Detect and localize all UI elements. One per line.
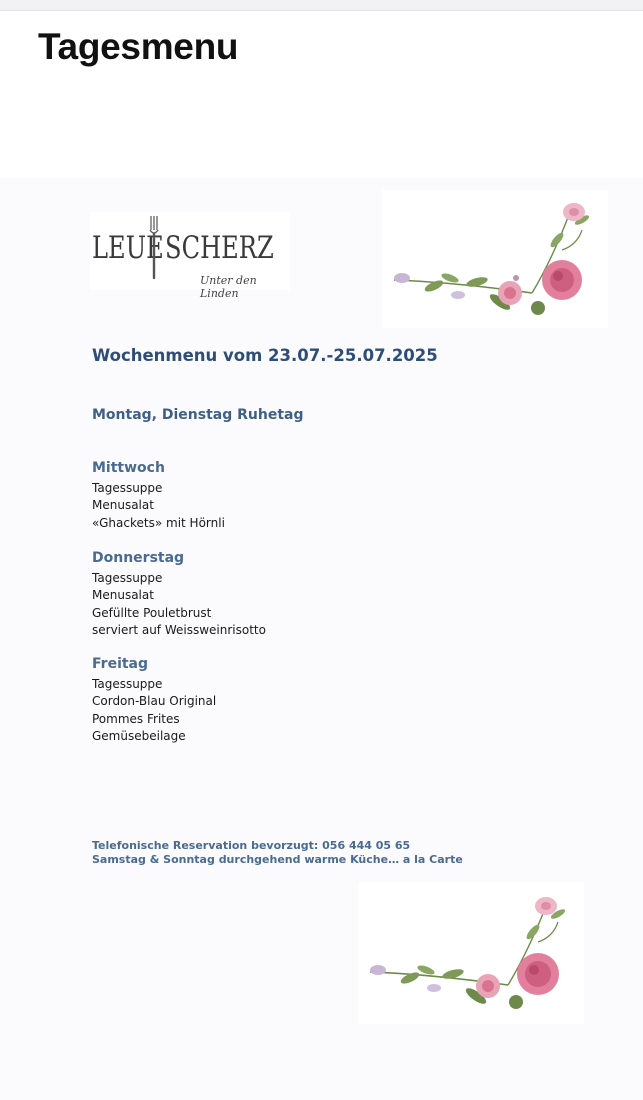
dish-item: Tagessuppe	[92, 677, 163, 691]
closed-days-notice: Montag, Dienstag Ruhetag	[92, 407, 304, 423]
rose-decoration-top	[382, 190, 608, 328]
dish-item: Pommes Frites	[92, 711, 180, 726]
day-section-freitag	[92, 656, 216, 745]
day-name: Mittwoch	[92, 460, 165, 476]
dish-item: serviert auf Weissweinrisotto	[92, 622, 266, 637]
dish-item: Tagessuppe	[92, 571, 163, 585]
dish-item: Cordon-Blau Original	[92, 694, 217, 709]
day-name: Donnerstag	[92, 550, 185, 566]
day-section-mittwoch	[92, 460, 225, 532]
logo-word-left: LEUE	[92, 230, 164, 266]
rose-decoration-bottom	[358, 882, 584, 1024]
restaurant-logo	[90, 212, 290, 300]
week-title: Wochenmenu vom 23.07.-25.07.2025	[92, 346, 438, 365]
dish-item: «Ghackets» mit Hörnli	[92, 515, 225, 530]
menu-footer	[92, 839, 463, 867]
page-title: Tagesmenu	[38, 26, 239, 67]
weekend-notice: Samstag & Sonntag durchgehend warme Küche… a la Carte	[92, 853, 463, 866]
dish-item: Gemüsebeilage	[92, 728, 186, 743]
day-section-donnerstag	[92, 550, 266, 639]
day-name: Freitag	[92, 656, 149, 672]
fork-icon	[148, 214, 162, 280]
dish-item: Menusalat	[92, 588, 154, 603]
dish-item: Gefüllte Pouletbrust	[92, 605, 212, 620]
browser-top-bar	[0, 0, 643, 11]
reservation-notice: Telefonische Reservation bevorzugt: 056 444 05 65	[92, 839, 411, 852]
dish-item: Tagessuppe	[92, 481, 163, 495]
logo-word-right: SCHERZ	[165, 230, 274, 266]
dish-item: Menusalat	[92, 498, 154, 513]
logo-subtitle: Unter den Linden	[200, 274, 257, 300]
